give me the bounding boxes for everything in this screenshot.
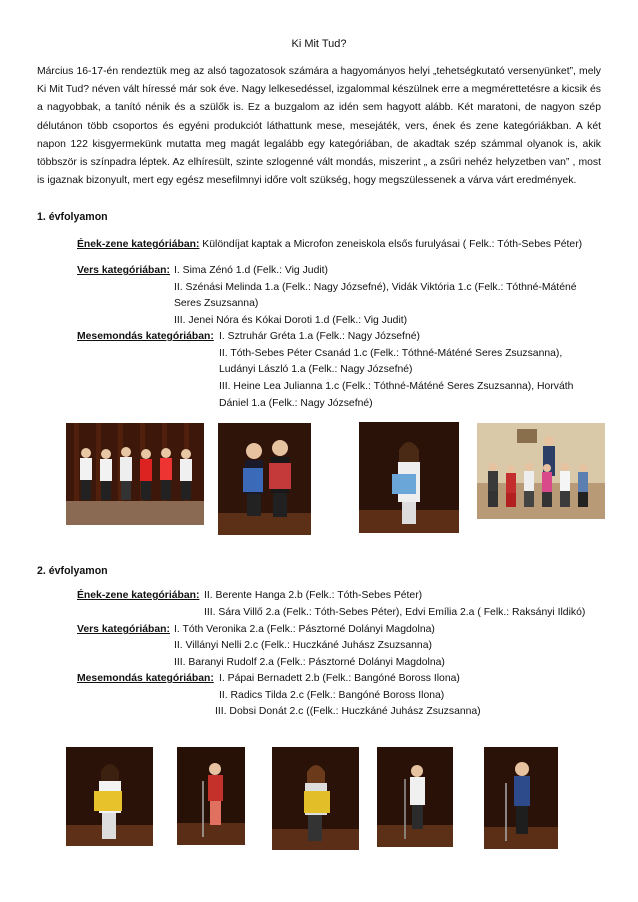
grade1-enek-text: Különdíjat kaptak a Microfon zeneiskola elsős furulyásai ( Felk.: Tóth-Sebes Péter) [199,239,583,250]
grade2-mese-line [77,672,214,685]
grade2-mese-label: Mesemondás kategóriában: [77,673,214,684]
grade1-enek-line [77,238,582,251]
grade2-enek-item: III. Sára Villő 2.a (Felk.: Tóth-Sebes Péter), Edvi Emília 2.a ( Felk.: Raksányi Ildikó) [204,607,586,618]
photo-girl-yellow-book-2 [272,747,359,850]
grade1-mese-item: Ludányi László 1.a (Felk.: Nagy Józsefné) [219,364,413,375]
grade2-enek-line [77,589,199,602]
grade1-mese-item: II. Tóth-Sebes Péter Csanád 1.c (Felk.: Tóthné-Máténé Seres Zsuzsanna), [219,348,563,359]
grade2-vers-item: III. Baranyi Rudolf 2.a (Felk.: Pásztorné Dolányi Magdolna) [174,657,445,668]
grade2-mese-item: I. Pápai Bernadett 2.b (Felk.: Bangóné Boross Ilona) [219,673,460,684]
grade1-vers-line [77,264,170,277]
grade1-mese-item: Dániel 1.a (Felk.: Nagy Józsefné) [219,398,373,409]
grade1-vers-item: Seres Zsuzsanna) [174,298,259,309]
grade2-enek-item: II. Berente Hanga 2.b (Felk.: Tóth-Sebes Péter) [204,590,423,601]
photo-boy-mic [484,747,558,849]
grade2-vers-label: Vers kategóriában: [77,624,170,635]
photo-singer-mic-1 [177,747,245,845]
grade2-enek-label: Ének-zene kategóriában: [77,590,200,601]
grade1-vers-item: II. Szénási Melinda 1.a (Felk.: Nagy Józsefné), Vidák Viktória 1.c (Felk.: Tóthné-Máténé [174,282,577,293]
grade1-vers-item: III. Jenei Nóra és Kókai Doroti 1.d (Felk.: Vig Judit) [174,315,408,326]
photo-singer-mic-2 [377,747,453,847]
photo-stage-group [66,423,204,525]
grade2-vers-item: I. Tóth Veronika 2.a (Felk.: Pásztorné Dolányi Magdolna) [174,624,435,635]
photo-two-boys [218,423,311,535]
grade1-heading: 1. évfolyamon [37,211,108,223]
grade1-mese-line [77,330,214,343]
grade2-mese-item: III. Dobsi Donát 2.c ((Felk.: Huczkáné Juhász Zsuzsanna) [215,706,481,717]
grade1-mese-item: I. Sztruhár Gréta 1.a (Felk.: Nagy Józsefné) [219,331,420,342]
grade2-mese-item: II. Radics Tilda 2.c (Felk.: Bangóné Boross Ilona) [219,690,445,701]
photo-group-indoor [477,423,605,519]
grade1-mese-item: III. Heine Lea Julianna 1.c (Felk.: Tóthné-Máténé Seres Zsuzsanna), Horváth [219,381,574,392]
grade2-vers-line [77,623,170,636]
grade2-heading: 2. évfolyamon [37,565,108,577]
grade1-mese-label: Mesemondás kategóriában: [77,331,214,342]
grade1-vers-item: I. Sima Zénó 1.d (Felk.: Vig Judit) [174,265,328,276]
page-title: Ki Mit Tud? [291,38,347,50]
intro-paragraph: Március 16-17-én rendeztük meg az alsó tagozatosok számára a hagyományos helyi „tehetségkutató versenyünket”, mely Ki Mit Tud? néven vált híressé már sok éve. Nagy lelkesedéssel, izgalommal készülnek erre a megmérettetésre a kicsik és a nagyobbak, a tanító nénik és a szülők is. Ez a buzgalom az idén sem hagyott alább. Két maratoni, de nagyon szép délutánon több csoportos és egyéni produkciót láthattunk mese, mesejáték, vers, ének és zene kategóriákban. A két napon 122 kisgyermekünk mutatta meg magát legalább egy kategóriában, de akadtak szép számmal olyanok is, akik többször is színpadra léptek. Az elhíresült, szinte szlogenné vált mondás, miszerint „ a zsűri nehéz helyzetben van” , most is igaznak bizonyult, mert egy egész mesefilmnyi időre volt szükség, hogy megszülessenek a várva várt eredmények. [37,66,601,187]
photo-girl-book [359,422,459,533]
grade2-vers-item: II. Villányi Nelli 2.c (Felk.: Huczkáné Juhász Zsuzsanna) [174,640,432,651]
grade1-enek-label: Ének-zene kategóriában: [77,239,200,250]
photo-girl-yellow-book [66,747,153,846]
grade1-vers-label: Vers kategóriában: [77,265,170,276]
